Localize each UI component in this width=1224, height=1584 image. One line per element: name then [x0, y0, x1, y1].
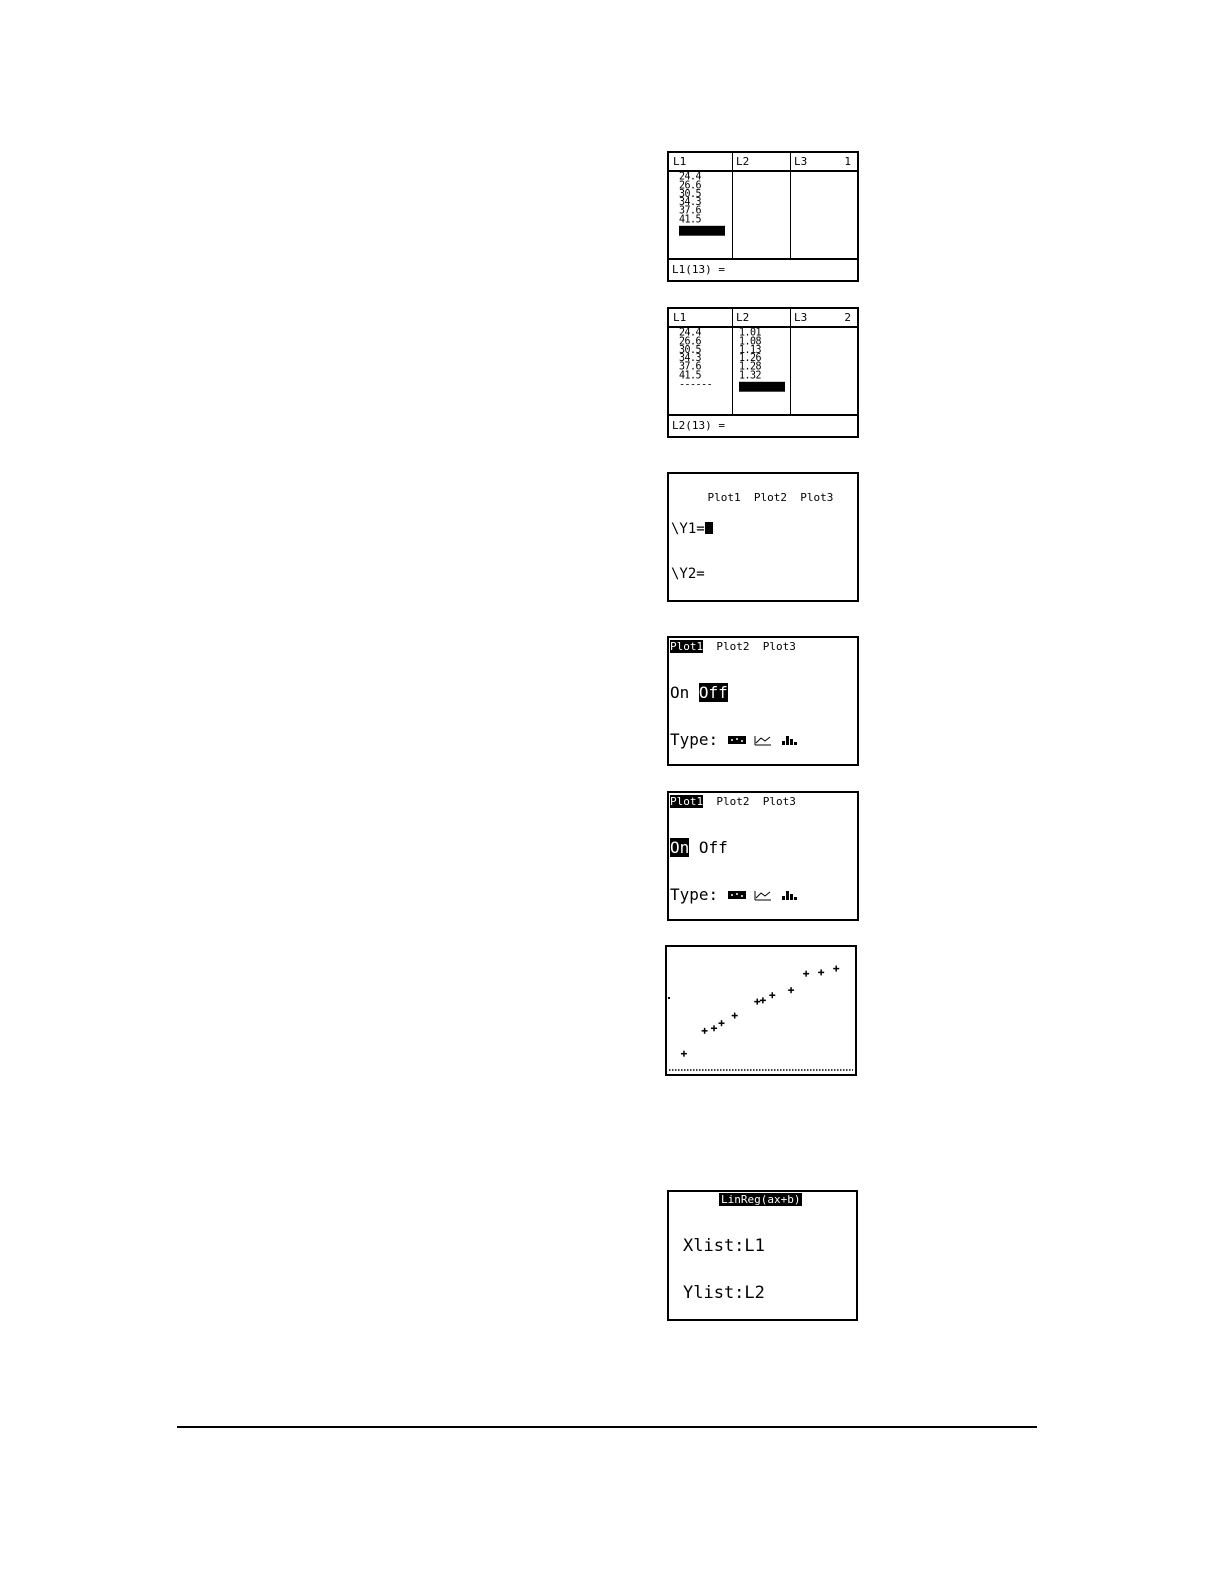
- tab-plot3[interactable]: Plot3: [800, 491, 834, 504]
- tab-plot1[interactable]: Plot1: [707, 491, 741, 504]
- list-cell[interactable]: 37.6: [679, 205, 702, 218]
- list-cell[interactable]: 30.5: [679, 187, 702, 201]
- list-cell[interactable]: 24.4: [679, 326, 702, 339]
- plot-settings: [670, 809, 808, 921]
- scatter-point: [769, 992, 775, 998]
- xyline-type-icon[interactable]: [754, 885, 780, 904]
- list-editor-screen-1: [667, 151, 859, 282]
- scatter-point: [788, 987, 794, 993]
- scatter-point: [681, 1051, 687, 1057]
- histogram-type-icon[interactable]: [780, 730, 806, 749]
- list-header-l3: L3: [794, 155, 808, 168]
- type-label: Type:: [670, 884, 719, 904]
- y-axis-marker: [668, 997, 670, 999]
- type-label: Type:: [670, 729, 719, 749]
- ylist-option[interactable]: Ylist:L2: [683, 1282, 765, 1303]
- list-header-l1: L1: [673, 311, 687, 324]
- list-cell[interactable]: 1.08: [739, 335, 762, 348]
- list-header-l2: L2: [736, 155, 750, 168]
- list-cell[interactable]: 34.3: [679, 352, 702, 365]
- linreg-options: [683, 1208, 806, 1321]
- list-cell[interactable]: 37.6: [679, 361, 702, 374]
- histogram-type-icon[interactable]: [780, 885, 806, 904]
- list-column-number: 2: [844, 311, 851, 324]
- list-cell[interactable]: 1.01: [739, 326, 762, 339]
- list-column-l2[interactable]: [732, 309, 791, 414]
- scatter-type-icon[interactable]: [728, 885, 754, 904]
- tab-plot2[interactable]: Plot2: [716, 640, 750, 653]
- list-column-l1[interactable]: [669, 153, 733, 258]
- tab-plot3[interactable]: Plot3: [762, 640, 796, 653]
- list-cell-cursor[interactable]: [679, 226, 725, 236]
- scatter-type-icon[interactable]: [728, 730, 754, 749]
- tab-plot3[interactable]: Plot3: [762, 795, 796, 808]
- linreg-menu-screen: [667, 1190, 858, 1321]
- list-cell[interactable]: 26.6: [679, 335, 702, 348]
- plot-type-icons-row1: [728, 885, 806, 904]
- plot-tabs: [670, 795, 796, 809]
- xyline-type-icon[interactable]: [754, 730, 780, 749]
- list-cell[interactable]: 34.3: [679, 196, 702, 209]
- tab-plot1[interactable]: Plot1: [670, 640, 704, 653]
- on-option[interactable]: On: [670, 838, 690, 857]
- list-editor-screen-2: [667, 307, 859, 438]
- menu-title: LinReg(ax+b): [721, 1193, 801, 1206]
- y-function-line[interactable]: \Y2=: [671, 566, 705, 583]
- list-cell[interactable]: 41.5: [679, 369, 702, 382]
- scatter-point: [803, 971, 809, 977]
- scatter-graph-screen: [665, 945, 857, 1076]
- scatter-point: [760, 997, 766, 1003]
- stat-plot-screen-on: [667, 791, 859, 921]
- list-cell[interactable]: 1.32: [739, 369, 762, 382]
- list-cell[interactable]: 1.13: [739, 343, 762, 357]
- scatter-point: [719, 1020, 725, 1026]
- list-cell-cursor[interactable]: [739, 382, 785, 392]
- on-option[interactable]: On: [670, 683, 690, 702]
- scatter-point: [818, 969, 824, 975]
- list-cell[interactable]: 30.5: [679, 343, 702, 357]
- plot-tabs: [670, 640, 796, 654]
- list-column-l2[interactable]: [732, 153, 791, 258]
- scatter-point: [833, 966, 839, 972]
- list-cell[interactable]: 1.26: [739, 352, 762, 365]
- tab-plot1[interactable]: Plot1: [670, 795, 704, 808]
- list-cell[interactable]: 24.4: [679, 170, 702, 183]
- y-equals-editor-screen: [667, 472, 859, 602]
- text-cursor: [705, 522, 713, 534]
- xlist-option[interactable]: Xlist:L1: [683, 1236, 765, 1256]
- list-l1-values: [679, 170, 725, 235]
- scatter-point: [711, 1025, 717, 1031]
- list-l1-values: [679, 326, 713, 391]
- list-header-l2: L2: [736, 311, 750, 324]
- y-function-list: [671, 491, 713, 602]
- list-l2-values: [739, 326, 785, 391]
- stat-plot-screen-off: [667, 636, 859, 766]
- list-entry-line[interactable]: L2(13) =: [669, 414, 857, 436]
- list-cell[interactable]: 1.28: [739, 361, 762, 374]
- scatter-point: [702, 1028, 708, 1034]
- list-cell[interactable]: 41.5: [679, 213, 702, 226]
- list-cell[interactable]: 26.6: [679, 179, 702, 192]
- scatter-point: [732, 1013, 738, 1019]
- y-function-line[interactable]: \Y1=: [671, 522, 713, 537]
- list-header-l1: L1: [673, 155, 687, 168]
- list-column-l1[interactable]: [669, 309, 733, 414]
- scatter-point: [754, 999, 760, 1005]
- off-option[interactable]: Off: [698, 838, 728, 857]
- list-cell[interactable]: ------: [679, 378, 713, 391]
- tab-plot2[interactable]: Plot2: [753, 491, 787, 504]
- list-column-number: 1: [844, 155, 851, 168]
- plot-type-icons-row1: [728, 730, 806, 749]
- tab-plot2[interactable]: Plot2: [716, 795, 750, 808]
- list-header-l3: L3: [794, 311, 808, 324]
- scatter-plot: [667, 947, 855, 1074]
- list-entry-line[interactable]: L1(13) =: [669, 258, 857, 280]
- plot-settings: [670, 654, 808, 766]
- footer-rule: [177, 1426, 1037, 1428]
- off-option[interactable]: Off: [698, 683, 728, 702]
